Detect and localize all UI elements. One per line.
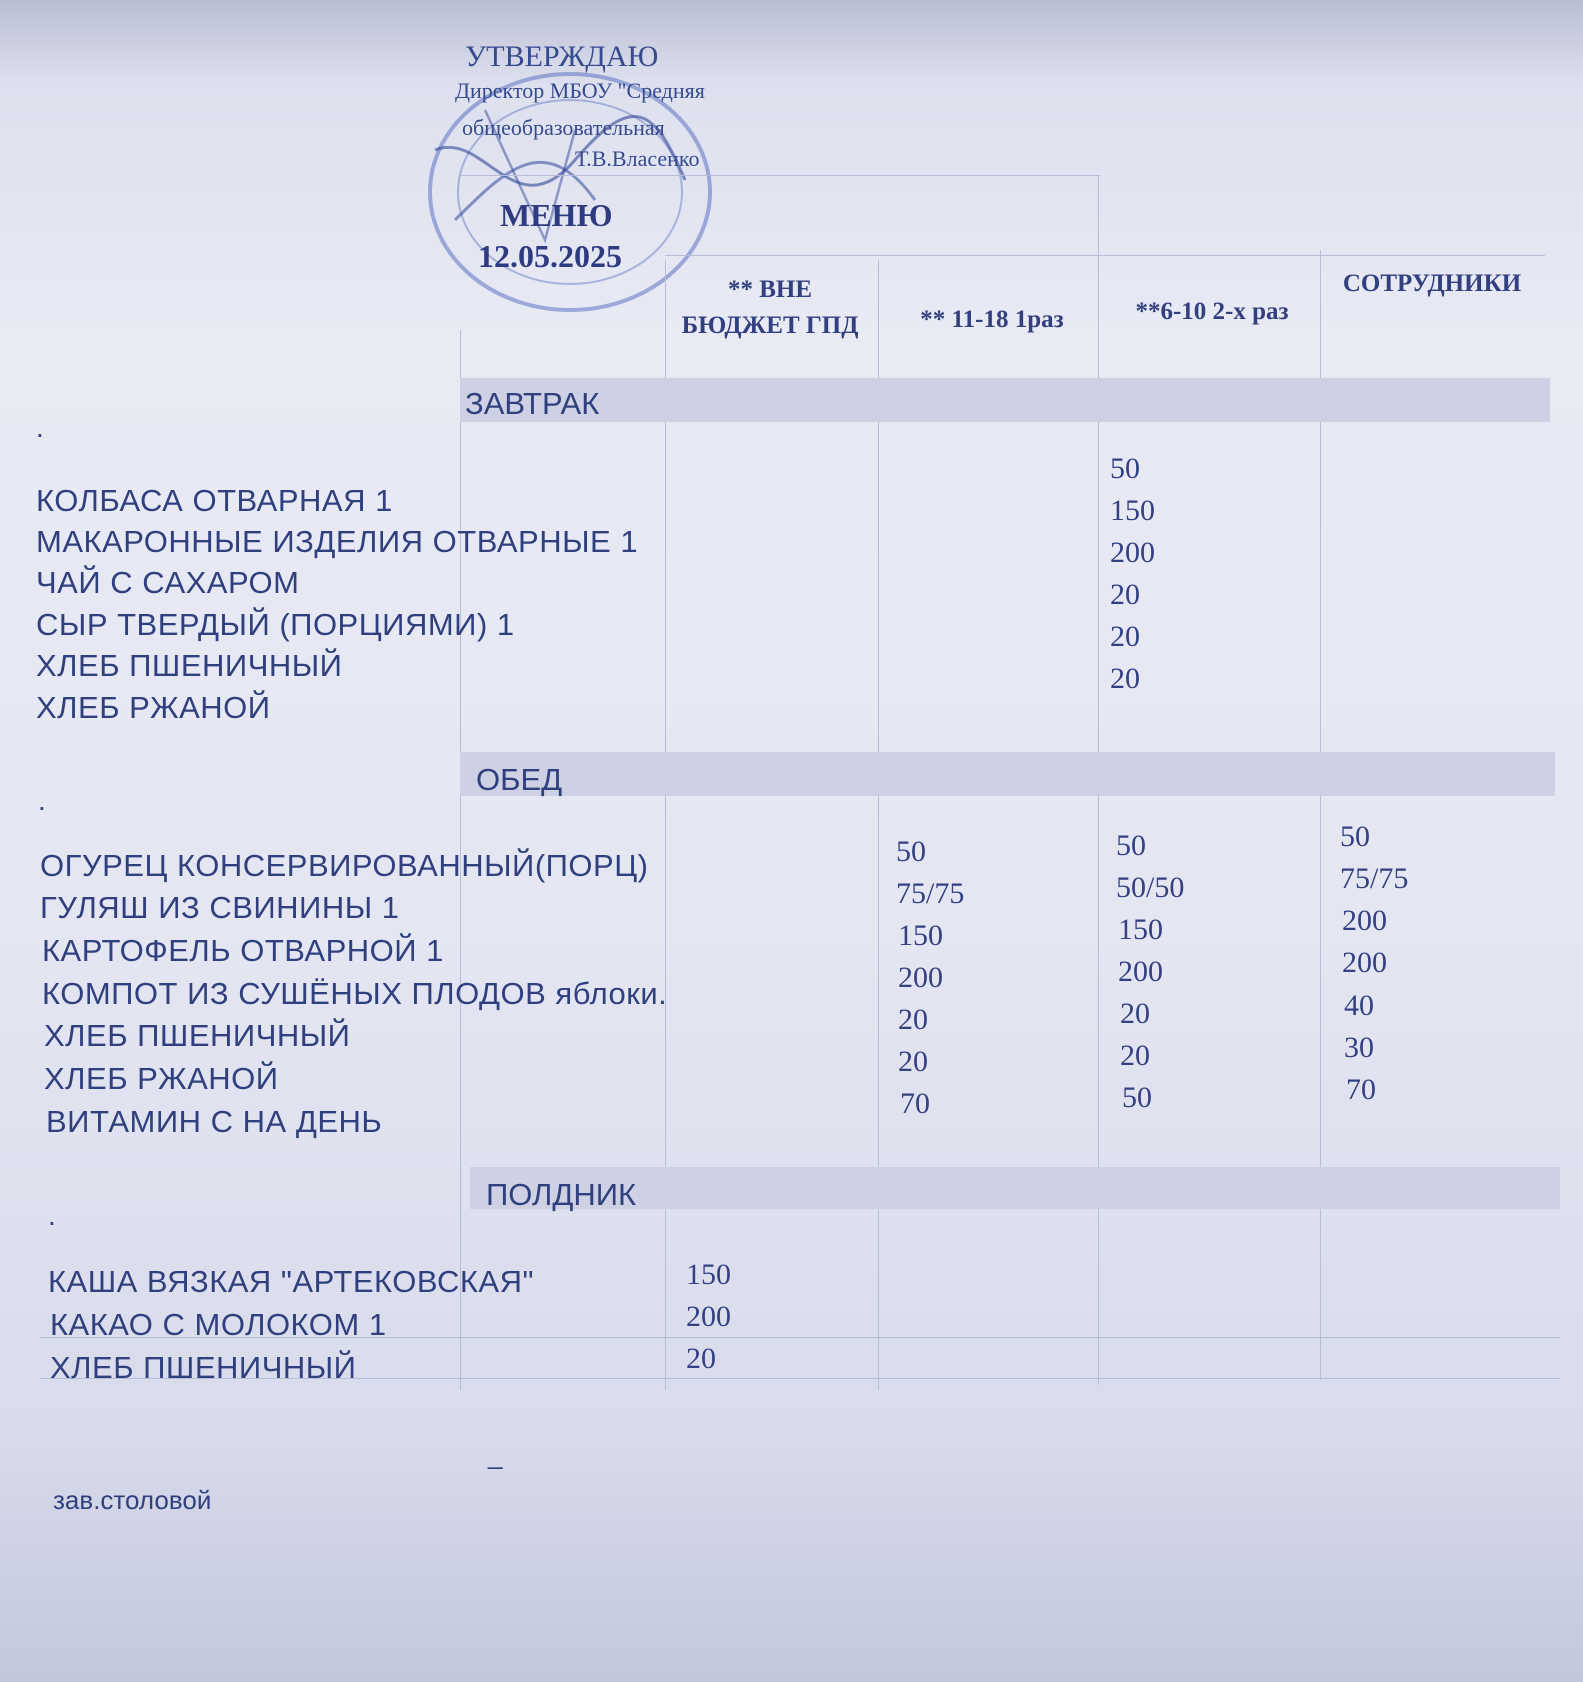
portion-value: 20 — [898, 1003, 928, 1036]
portion-value: 30 — [1344, 1031, 1374, 1064]
menu-item: КОЛБАСА ОТВАРНАЯ 1 — [36, 483, 393, 518]
portion-value: 20 — [1110, 620, 1140, 653]
portion-value: 50/50 — [1116, 871, 1185, 904]
header-11-18: ** 11-18 1раз — [920, 306, 1064, 333]
portion-value: 50 — [1110, 452, 1140, 485]
portion-value: 150 — [898, 919, 943, 952]
menu-item: КАША ВЯЗКАЯ "АРТЕКОВСКАЯ" — [48, 1264, 534, 1299]
menu-item: ХЛЕБ РЖАНОЙ — [44, 1061, 279, 1096]
portion-value: 20 — [1110, 662, 1140, 695]
menu-title: МЕНЮ — [500, 197, 613, 233]
portion-value: 200 — [898, 961, 943, 994]
portion-value: 150 — [686, 1258, 731, 1291]
menu-item: ХЛЕБ РЖАНОЙ — [36, 690, 271, 725]
signature-label: зав.столовой — [53, 1485, 212, 1515]
menu-item: ХЛЕБ ПШЕНИЧНЫЙ — [50, 1350, 357, 1385]
menu-date: 12.05.2025 — [478, 238, 622, 274]
portion-value: 150 — [1118, 913, 1163, 946]
portion-value: 50 — [1116, 829, 1146, 862]
menu-item: ГУЛЯШ ИЗ СВИНИНЫ 1 — [40, 890, 400, 925]
menu-item: КАКАО С МОЛОКОМ 1 — [50, 1307, 387, 1342]
portion-value: 20 — [686, 1342, 716, 1375]
portion-value: 20 — [1120, 1039, 1150, 1072]
menu-item: КОМПОТ ИЗ СУШЁНЫХ ПЛОДОВ яблоки. — [42, 976, 668, 1011]
portion-value: 70 — [1346, 1073, 1376, 1106]
row-dot: . — [36, 412, 44, 443]
portion-value: 50 — [1340, 820, 1370, 853]
portion-value: 75/75 — [896, 877, 965, 910]
row-dot: . — [48, 1200, 56, 1231]
header-sotrudniki: СОТРУДНИКИ — [1342, 270, 1522, 297]
signature-dash: _ — [488, 1440, 503, 1470]
portion-value: 50 — [896, 835, 926, 868]
portion-value: 200 — [686, 1300, 731, 1333]
menu-item: ХЛЕБ ПШЕНИЧНЫЙ — [44, 1018, 351, 1053]
portion-value: 200 — [1342, 904, 1387, 937]
menu-item: СЫР ТВЕРДЫЙ (ПОРЦИЯМИ) 1 — [36, 607, 515, 642]
portion-value: 200 — [1118, 955, 1163, 988]
menu-item: ЧАЙ С САХАРОМ — [36, 565, 300, 600]
approval-line2: общеобразовательная — [462, 115, 665, 140]
portion-value: 20 — [1120, 997, 1150, 1030]
portion-value: 70 — [900, 1087, 930, 1120]
approval-line1: Директор МБОУ "Средняя — [455, 78, 705, 103]
menu-item: ХЛЕБ ПШЕНИЧНЫЙ — [36, 648, 343, 683]
header-6-10: **6-10 2-х раз — [1135, 298, 1289, 325]
section-title-lunch: ОБЕД — [476, 762, 563, 797]
portion-value: 75/75 — [1340, 862, 1409, 895]
portion-value: 20 — [898, 1045, 928, 1078]
approval-title: УТВЕРЖДАЮ — [465, 40, 659, 73]
portion-value: 200 — [1342, 946, 1387, 979]
section-title-breakfast: ЗАВТРАК — [465, 386, 600, 421]
row-dot: . — [38, 785, 46, 816]
approval-line3: Т.В.Власенко — [575, 146, 700, 171]
menu-item: ВИТАМИН С НА ДЕНЬ — [46, 1104, 383, 1139]
header-vne-byudzhet-gpd: ** ВНЕ БЮДЖЕТ ГПД — [681, 276, 859, 339]
portion-value: 200 — [1110, 536, 1155, 569]
portion-value: 40 — [1344, 989, 1374, 1022]
portion-value: 150 — [1110, 494, 1155, 527]
menu-item: МАКАРОННЫЕ ИЗДЕЛИЯ ОТВАРНЫЕ 1 — [36, 524, 639, 559]
menu-item: КАРТОФЕЛЬ ОТВАРНОЙ 1 — [42, 933, 444, 968]
portion-value: 50 — [1122, 1081, 1152, 1114]
menu-item: ОГУРЕЦ КОНСЕРВИРОВАННЫЙ(ПОРЦ) — [40, 848, 649, 883]
section-title-snack: ПОЛДНИК — [486, 1177, 637, 1212]
portion-value: 20 — [1110, 578, 1140, 611]
